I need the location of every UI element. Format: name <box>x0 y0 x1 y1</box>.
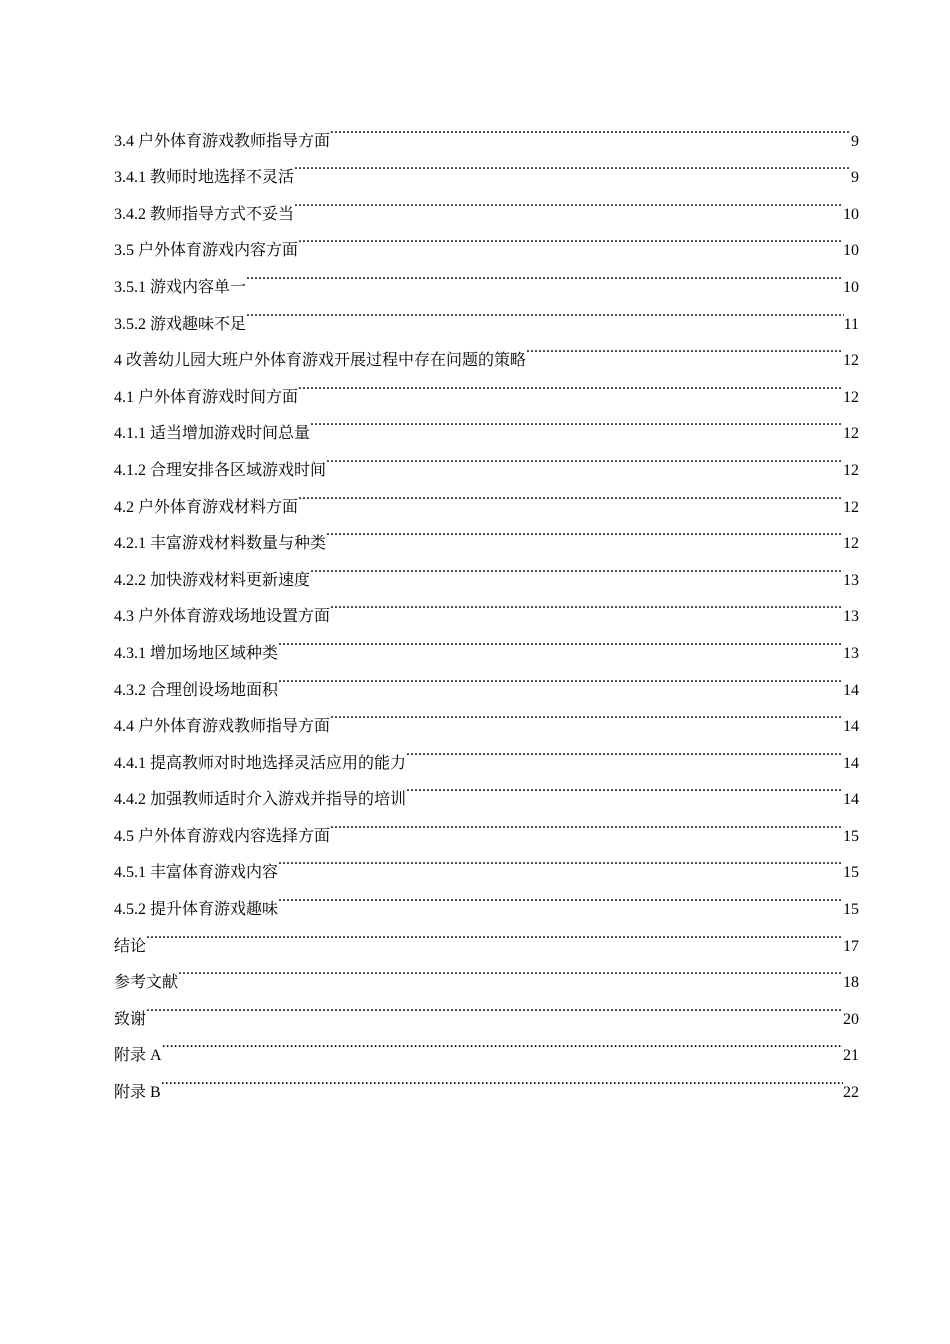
toc-dot-leader <box>330 804 843 841</box>
toc-entry[interactable] <box>114 951 859 992</box>
toc-entry-label: 4 改善幼儿园大班户外体育游戏开展过程中存在问题的策略 <box>114 352 527 370</box>
toc-entry-label: 4.2 户外体育游戏材料方面 <box>114 498 299 516</box>
toc-dot-leader <box>278 658 843 695</box>
toc-entry-label: 4.5.2 提升体育游戏趣味 <box>114 901 279 919</box>
toc-entry-label: 4.2.2 加快游戏材料更新速度 <box>114 571 311 589</box>
table-of-contents <box>114 109 859 1102</box>
toc-page-number: 15 <box>843 827 859 845</box>
toc-dot-leader <box>310 548 843 585</box>
toc-entry-label: 4.1 户外体育游戏时间方面 <box>114 388 299 406</box>
toc-page-number: 12 <box>843 388 859 406</box>
toc-dot-leader <box>298 475 843 512</box>
toc-entry-label: 4.1.1 适当增加游戏时间总量 <box>114 425 311 443</box>
toc-entry[interactable] <box>114 1024 859 1065</box>
toc-dot-leader <box>146 987 843 1024</box>
toc-entry-label: 致谢 <box>114 1010 147 1028</box>
toc-dot-leader <box>330 695 843 732</box>
toc-page-number: 11 <box>843 315 859 333</box>
toc-entry-label: 4.5.1 丰富体育游戏内容 <box>114 864 279 882</box>
toc-dot-leader <box>330 585 843 622</box>
toc-page-number: 18 <box>843 974 859 992</box>
toc-page-number: 21 <box>843 1047 859 1065</box>
toc-page-number: 22 <box>843 1084 859 1102</box>
toc-entry-label: 3.5 户外体育游戏内容方面 <box>114 242 299 260</box>
toc-dot-leader <box>298 365 843 402</box>
toc-dot-leader <box>278 621 843 658</box>
toc-dot-leader <box>278 841 843 878</box>
toc-dot-leader <box>278 877 843 914</box>
toc-page-number: 14 <box>843 718 859 736</box>
toc-entry-label: 4.3.1 增加场地区域种类 <box>114 644 279 662</box>
toc-entry-label: 3.4 户外体育游戏教师指导方面 <box>114 132 331 150</box>
toc-page-number: 12 <box>843 535 859 553</box>
toc-page-number: 12 <box>843 461 859 479</box>
toc-entry[interactable] <box>114 987 859 1028</box>
toc-dot-leader <box>161 1060 843 1097</box>
toc-page-number: 10 <box>843 278 859 296</box>
toc-entry-label: 4.1.2 合理安排各区域游戏时间 <box>114 461 327 479</box>
toc-page-number: 14 <box>843 681 859 699</box>
toc-dot-leader <box>246 292 844 329</box>
toc-dot-leader <box>406 768 843 805</box>
toc-dot-leader <box>326 512 843 549</box>
toc-entry-label: 4.4.2 加强教师适时介入游戏并指导的培训 <box>114 791 407 809</box>
toc-dot-leader <box>330 109 851 146</box>
toc-page-number: 10 <box>843 205 859 223</box>
toc-entry-label: 结论 <box>114 937 147 955</box>
toc-page-number: 14 <box>843 754 859 772</box>
toc-dot-leader <box>310 402 843 439</box>
toc-page-number: 10 <box>843 242 859 260</box>
toc-page-number: 20 <box>843 1010 859 1028</box>
toc-page-number: 13 <box>843 608 859 626</box>
toc-entry-label: 参考文献 <box>114 974 179 992</box>
toc-page-number: 15 <box>843 901 859 919</box>
toc-entry-label: 4.3.2 合理创设场地面积 <box>114 681 279 699</box>
toc-dot-leader <box>178 951 843 988</box>
toc-page-number: 12 <box>843 498 859 516</box>
toc-entry-label: 4.5 户外体育游戏内容选择方面 <box>114 827 331 845</box>
toc-entry-label: 4.4.1 提高教师对时地选择灵活应用的能力 <box>114 754 407 772</box>
toc-page-number: 15 <box>843 864 859 882</box>
toc-entry[interactable] <box>114 109 859 150</box>
toc-page-number: 12 <box>843 352 859 370</box>
toc-entry-label: 3.4.1 教师时地选择不灵活 <box>114 169 295 187</box>
toc-entry-label: 附录 B <box>114 1084 161 1102</box>
toc-entry-label: 附录 A <box>114 1047 162 1065</box>
toc-page-number: 9 <box>851 132 859 150</box>
toc-page-number: 17 <box>843 937 859 955</box>
toc-entry-label: 3.5.1 游戏内容单一 <box>114 278 247 296</box>
toc-dot-leader <box>298 219 843 256</box>
toc-entry-label: 4.3 户外体育游戏场地设置方面 <box>114 608 331 626</box>
toc-page-number: 9 <box>851 169 859 187</box>
toc-dot-leader <box>146 914 843 951</box>
toc-dot-leader <box>294 146 851 183</box>
toc-dot-leader <box>246 255 843 292</box>
toc-page-number: 13 <box>843 571 859 589</box>
toc-page-number: 13 <box>843 644 859 662</box>
toc-entry-label: 3.5.2 游戏趣味不足 <box>114 315 247 333</box>
toc-entry[interactable] <box>114 914 859 955</box>
toc-dot-leader <box>406 731 843 768</box>
toc-entry-label: 4.4 户外体育游戏教师指导方面 <box>114 718 331 736</box>
toc-page-number: 12 <box>843 425 859 443</box>
toc-page-number: 14 <box>843 791 859 809</box>
toc-entry[interactable] <box>114 1060 859 1102</box>
toc-entry-label: 4.2.1 丰富游戏材料数量与种类 <box>114 535 327 553</box>
toc-dot-leader <box>526 329 843 366</box>
toc-dot-leader <box>294 182 843 219</box>
toc-dot-leader <box>326 438 843 475</box>
toc-dot-leader <box>162 1024 843 1061</box>
toc-entry-label: 3.4.2 教师指导方式不妥当 <box>114 205 295 223</box>
